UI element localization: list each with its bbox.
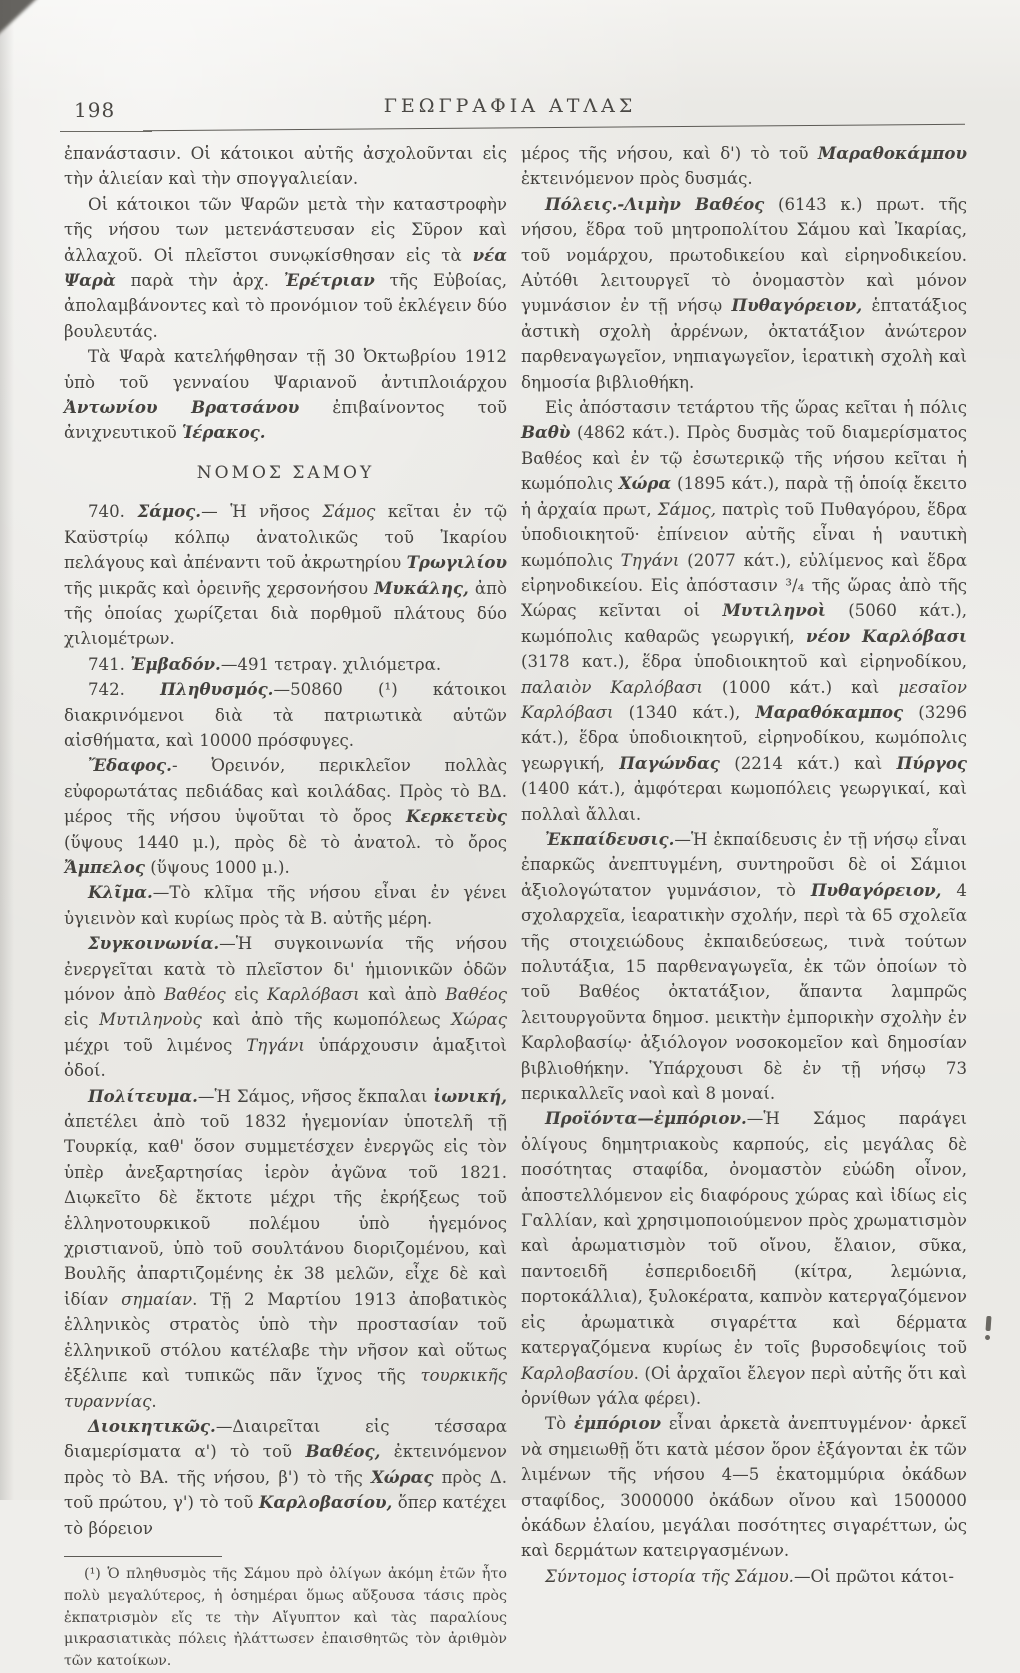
text-segment: Σάμος, (657, 499, 716, 519)
text-segment: καὶ ἀπὸ τῆς κωμοπόλεως (201, 1010, 452, 1030)
text-segment: (5060 κάτ.), κωμόπολις καθαρῶς γεωργική, (521, 601, 967, 646)
text-segment: Οἱ κάτοικοι τῶν Ψαρῶν μετὰ τὴν καταστροφὴν τῆς νήσου των μετενάστευσαν εἰς Σῦρον καὶ ἀλλαχοῦ. Οἱ πλεῖστοι συνῳκίσθησαν εἰς τὰ (64, 194, 507, 265)
text-segment: κεῖται ἐν τῷ Καϋστρίῳ κόλπῳ ἀνατολικῶς τοῦ Ἰκαρίου πελάγους καὶ ἀπέναντι τοῦ ἀκρωτηρίου (64, 502, 507, 573)
text-segment: —50860 (¹) κάτοικοι διακρινόμενοι διὰ τὰ πατριωτικὰ αὑτῶν αἰσθήματα, καὶ 10000 πρόσφυγες. (64, 680, 507, 750)
text-segment: Πληθυσμός. (160, 679, 274, 700)
text-segment: παλαιὸν Καρλόβασι (521, 677, 703, 697)
text-segment: Μυτιληνοὺς (99, 1010, 202, 1030)
text-segment: (ὕψους 1000 μ.). (144, 857, 290, 877)
ink-spot-artifact (985, 1316, 991, 1331)
text-segment: Παγώνδας (619, 752, 720, 773)
text-segment: ἐμπόριον (573, 1413, 662, 1434)
text-segment: Συγκοινωνία. (88, 933, 220, 954)
text-segment: εἶναι ἀρκετὰ ἀνεπτυγμένον· ἀρκεῖ νὰ σημειωθῇ ὅτι κατὰ μέσον ὅρον ἐξάγονται ἐκ τῶν λιμένων τῆς νήσου 4—5 ἑκατομμύρια ὀκάδων σταφίδος, 3000000 ὀκάδων οἴνου καὶ 1500000 ὀκάδων ἐλαίου, μεγάλαι ποσότητες σιγαρέττων, ὡς καὶ δερμάτων κατειργασμένων. (521, 1414, 967, 1561)
paragraph (521, 1564, 967, 1589)
paragraph (64, 652, 507, 677)
text-segment: Ἐρέτριαν (283, 270, 375, 291)
text-segment: Σάμος (322, 502, 376, 522)
footnote (64, 1564, 507, 1673)
text-segment: . (Οἱ ἀρχαῖοι ἔλεγον περὶ αὐτῆς ὅτι καὶ ὀρνίθων γάλα φέρει). (521, 1363, 967, 1408)
text-segment: Καρλόβασι (267, 985, 360, 1004)
paragraph (521, 1411, 967, 1563)
text-segment: Βαθὺ (521, 422, 571, 443)
text-segment: 740. (88, 502, 138, 522)
text-segment: Ἄμπελος (64, 856, 145, 877)
page-number-rule (60, 131, 152, 132)
text-segment: Πυθαγόρειον, (810, 879, 942, 900)
text-segment: Ἐκπαίδευσις. (545, 828, 675, 849)
text-segment: —Οἱ πρῶτοι κάτοι- (793, 1566, 954, 1586)
text-segment: Τηγάνι (246, 1035, 305, 1055)
text-segment: Εἰς ἀπόστασιν τετάρτου τῆς ὥρας κεῖται ἡ πόλις (545, 398, 967, 418)
text-segment: τῆς μικρᾶς καὶ ὀρεινῆς χερσονήσου (64, 578, 375, 598)
text-segment: ἐπιβαίνοντος τοῦ ἀνιχνευτικοῦ (64, 398, 507, 443)
text-segment: Χώρας (451, 1010, 508, 1030)
text-segment: μέρος τῆς νήσου, καὶ δ') τὸ τοῦ (521, 144, 818, 163)
text-segment: —Ἡ Σάμος παράγει ὀλίγους δημητριακοὺς καρπούς, εἰς μεγάλας δὲ ποσότητας σταφίδα, ὀνομαστὸν εὐώδη οἶνον, ἀποστελλόμενον εἰς διαφόρους χώρας καὶ ἰδίως εἰς Γαλλίαν, καὶ χρησιμοποιούμενον πρὸς χρωματισμὸν καὶ ἀρωματισμὸν τοῦ οἴνου, ἔλαιον, σῦκα, παντοειδῆ ἑσπεριδοειδῆ (κίτρα, λεμώνια, πορτοκάλλια), ξυλοκέρατα, καπνὸν κατεργαζόμενον εἰς ἀρωματικὰ σιγαρέττα καὶ δέρματα κατεργαζόμενα κυρίως ἐν τοῖς βυρσοδεψίοις τοῦ (521, 1109, 967, 1358)
page-number: 198 (74, 98, 116, 122)
paragraph (64, 677, 507, 753)
text-segment: (¹) Ὁ πληθυσμὸς τῆς Σάμου πρὸ ὀλίγων ἀκόμη ἐτῶν ἦτο πολὺ μεγαλύτερος, ἡ ὁσημέραι ὅμως αὔξουσα τάσις πρὸς ἐκπατρισμὸν εἴς τε τὴν Αἴγυπτον καὶ τὰς παραλίους μικρασιατικὰς πόλεις ἠλάττωσεν ἐπαισθητῶς τὸν ἀριθμὸν τῶν κατοίκων. (64, 1565, 507, 1670)
text-segment: (2214 κάτ.) καὶ (719, 753, 897, 773)
text-segment: Ἀντωνίου Βρατσάνου (64, 397, 300, 418)
text-segment: (1400 κάτ.), ἀμφότεραι κωμοπόλεις γεωργικαί, καὶ πολλαὶ ἄλλαι. (521, 779, 967, 824)
text-segment: Τὸ (545, 1414, 574, 1434)
paragraph (64, 344, 507, 446)
paragraph (64, 753, 507, 880)
paragraph (64, 880, 507, 931)
text-segment: 741. (88, 654, 131, 674)
text-segment: - Ὀρεινόν, περικλεῖον πολλὰς εὐφορωτάτας πεδιάδας καὶ κοιλάδας. Πρὸς τὸ ΒΔ. μέρος τῆς νήσου ὑψοῦται τὸ ὄρος (64, 756, 507, 827)
text-segment: (6143 κ.) πρωτ. τῆς νήσου, ἕδρα τοῦ μητροπολίτου Σάμου καὶ Ἰκαρίας, τοῦ νομάρχου, πρωτοδικείου καὶ εἰρηνοδικείου. Αὐτόθι λειτουργεῖ τὸ ὀνομαστὸν καὶ μόνον γυμνάσιον ἐν τῇ νήσῳ (521, 194, 968, 316)
text-segment: —Διαιρεῖται εἰς τέσσαρα διαμερίσματα α') τὸ τοῦ (64, 1416, 507, 1462)
text-segment: (3178 κατ.), ἕδρα ὑποδιοικητοῦ καὶ εἰρηνοδίκου, (521, 652, 967, 672)
paragraph (521, 827, 967, 1106)
text-segment: ἐκτεινόμενον πρὸς δυσμάς. (521, 169, 753, 189)
right-text-column (521, 141, 967, 1589)
text-segment: Καρλοβασίου, (258, 1492, 393, 1513)
text-segment: —Ἡ ἐκπαίδευσις ἐν τῇ νήσῳ εἶναι ἐπαρκῶς ἀνεπτυγμένη, συντηροῦσι δὲ οἱ Σάμιοι ἀξιολογώτατον γυμνάσιον, τὸ (521, 829, 967, 900)
text-segment: τῆς Εὐβοίας, ἀπολαμβάνοντες καὶ τὸ προνόμιον τοῦ ἐκλέγειν δύο βουλευτάς. (64, 271, 508, 341)
text-segment: νέα Ψαρὰ (64, 244, 507, 291)
text-segment: Ἱέρακος. (182, 422, 266, 443)
text-segment: τουρκικῆς τυραννίας (64, 1366, 507, 1411)
text-segment: Ἔδαφος. (88, 755, 172, 776)
text-segment: Κλῖμα. (88, 882, 153, 903)
text-segment: Μαραθόκαμπος (755, 701, 904, 722)
paragraph (64, 1414, 507, 1541)
text-segment: 742. (88, 680, 161, 700)
text-segment: ἑπτατάξιος ἀστικὴ σχολὴ ἀρρένων, ὀκτατάξιον ἀνώτερον παρθεναγωγεῖον, νηπιαγωγεῖον, ἱερατικὴ σχολὴ καὶ δημοσία βιβλιοθήκη. (521, 296, 967, 392)
text-segment: (ὕψους 1440 μ.), πρὸς δὲ τὸ ἀνατολ. τὸ ὄρος (64, 832, 507, 852)
footnote-rule (64, 1556, 222, 1557)
text-segment: Τὰ Ψαρὰ κατελήφθησαν τῇ 30 Ὀκτωβρίου 1912 ὑπὸ τοῦ γενναίου Ψαριανοῦ ἀντιπλοιάρχου (64, 347, 507, 392)
text-segment: πατρὶς τοῦ Πυθαγόρου, ἕδρα ὑποδιοικητοῦ· ἐπίνειον αὐτῆς εἶναι ἡ ναυτικὴ κωμόπολις (521, 499, 967, 570)
text-segment: Τηγάνι (620, 550, 680, 570)
paragraph (64, 192, 507, 344)
running-header-title: ΓΕΩΓΡΑΦΙΑ ΑΤΛΑΣ (383, 95, 637, 117)
text-segment: Χώρας (370, 1466, 434, 1487)
text-segment: Μαραθοκάμπου (817, 143, 967, 163)
text-segment: Βαθέος (445, 985, 507, 1004)
paragraph (64, 499, 507, 651)
scan-edge-shadow (0, 0, 14, 1500)
text-segment: Πόλεις.-Λιμὴν Βαθέος (545, 193, 765, 214)
text-segment: Προϊόντα—ἐμπόριον. (545, 1108, 747, 1129)
text-segment: Σάμος. (137, 501, 202, 522)
text-segment: Χώρα (618, 473, 672, 494)
text-segment: Πύργος (896, 752, 967, 773)
text-segment: ἀπὸ τῆς ὁποίας χωρίζεται διὰ πορθμοῦ πλάτους δύο χιλιομέτρων. (64, 578, 507, 649)
text-segment: — Ἡ νῆσος (201, 502, 323, 522)
text-segment: (1000 κάτ.) καὶ (702, 677, 899, 697)
text-segment: ὑπάρχουσιν ἁμαξιτοὶ ὁδοί. (64, 1035, 508, 1081)
text-segment: πρὸς Δ. τοῦ πρώτου, γ') τὸ τοῦ (64, 1467, 507, 1513)
text-segment: (4862 κάτ.). Πρὸς δυσμὰς τοῦ διαμερίσματος Βαθέος καὶ ἐν τῷ ἐσωτερικῷ τῆς νήσου κεῖται ἡ κωμόπολις (521, 423, 967, 494)
paragraph (64, 141, 507, 192)
text-segment: Πολίτευμα. (88, 1085, 198, 1106)
text-segment: παρὰ τὴν ἀρχ. (115, 271, 284, 291)
text-segment: Σύντομος ἱστορία τῆς Σάμου. (545, 1566, 794, 1586)
text-segment: —Ἡ συγκοινωνία τῆς νήσου ἐνεργεῖται κατὰ τὸ πλεῖστον δι' ἡμιονικῶν ὁδῶν μόνον ἀπὸ (64, 934, 507, 1004)
text-segment: Ἐμβαδόν. (130, 653, 221, 674)
left-text-column (64, 141, 507, 1673)
text-segment: . Τῇ 2 Μαρτίου 1913 ἀποβατικὸς ἑλληνικὸς στρατὸς ὑπὸ τὴν προστασίαν τοῦ ἑλληνικοῦ στόλου κατέλαβε τὴν νῆσον καὶ οὕτως ἐξέλιπε καὶ τυπικῶς πᾶν ἴχνος τῆς (64, 1289, 508, 1386)
header-rule (143, 124, 965, 131)
text-segment: Κερκετεὺς (406, 806, 507, 827)
text-segment: (2077 κάτ.), εὐλίμενος καὶ ἕδρα εἰρηνοδικείου. Εἰς ἀπόστασιν ³/₄ τῆς ὥρας ἀπὸ τῆς Χώρας κεῖνται οἱ (521, 550, 967, 621)
text-segment: Τρωγιλίου (406, 552, 507, 573)
text-segment: (1895 κάτ.), παρὰ τῇ ὁποίᾳ ἔκειτο ἡ ἀρχαία πρωτ, (521, 474, 967, 519)
text-segment: εἰς (64, 1010, 100, 1030)
text-segment: (1340 κάτ.), (613, 702, 756, 722)
text-segment: ἰωνική, (433, 1085, 507, 1106)
text-segment: μέχρι τοῦ λιμένος (64, 1035, 247, 1055)
text-segment: καὶ ἀπὸ (359, 985, 446, 1004)
text-segment: Διοικητικῶς. (88, 1415, 216, 1436)
paragraph (521, 141, 967, 192)
text-segment: σημαίαν (121, 1289, 193, 1309)
text-segment: Βαθέος, (305, 1441, 381, 1462)
section-heading: ΝΟΜΟΣ ΣΑΜΟΥ (196, 462, 375, 483)
text-segment: —Τὸ κλῖμα τῆς νήσου εἶναι ἐν γένει ὑγιεινὸν καὶ κυρίως πρὸς τὰ Β. αὐτῆς μέρη. (64, 883, 507, 928)
paragraph (521, 1106, 967, 1411)
text-segment: —Ἡ Σάμος, νῆσος ἔκπαλαι (197, 1086, 434, 1106)
text-segment: Πυθαγόρειον, (731, 295, 863, 316)
text-segment: (3296 κάτ.), ἕδρα ὑποδιοικητοῦ, εἰρηνοδίκου, κωμόπολις γεωργική, (521, 702, 967, 773)
text-segment: εἰς (225, 985, 268, 1004)
text-segment: Βαθέος (164, 985, 226, 1004)
paragraph (521, 395, 967, 827)
paragraph (64, 1084, 507, 1414)
paragraph (64, 931, 507, 1083)
text-segment: —491 τετραγ. χιλιόμετρα. (220, 654, 442, 674)
text-segment: νέον Καρλόβασι (806, 625, 967, 646)
text-segment: Μυτιληνοὶ (722, 600, 826, 621)
text-segment: Καρλοβασίου (521, 1363, 634, 1383)
text-segment: . (151, 1391, 157, 1411)
paragraph (521, 192, 967, 395)
text-segment: ἀπετέλει ἀπὸ τοῦ 1832 ἡγεμονίαν ὑποτελῆ τῇ Τουρκίᾳ, καθ' ὅσον συμμετέσχεν ἐνεργῶς εἰς τὸν ὑπὲρ ἀνεξαρτησίας ἱερὸν ἀγῶνα τοῦ 1821. Διῳκεῖτο δὲ ἔκτοτε μέχρι τῆς ἐκρήξεως τοῦ ἑλληνοτουρκικοῦ πολέμου ὑπὸ ἡγεμόνος χριστιανοῦ, ὑπὸ τοῦ σουλτάνου διοριζομένου, καὶ Βουλῆς ἀπαρτιζομένης ἐκ 38 μελῶν, εἶχε δὲ καὶ ἰδίαν (64, 1112, 507, 1309)
text-segment: ὅπερ κατέχει τὸ βόρειον (64, 1493, 507, 1538)
text-segment: μεσαῖον Καρλόβασι (521, 677, 967, 722)
text-segment: ἐκτεινόμενον πρὸς τὸ ΒΑ. τῆς νήσου, β') τὸ τῆς (64, 1442, 507, 1487)
text-segment: 4 σχολαρχεῖα, ἱεαρατικὴν σχολήν, περὶ τὰ 65 σχολεῖα τῆς στοιχειώδους ἐκπαιδεύσεως, τινὰ τούτων πολυτάξια, 15 παρθεναγωγεῖα, ἐκ τῶν ὁποίων τὸ τοῦ Βαθέος ὀκτατάξιον, ἅπαντα λαμπρῶς λειτουργοῦντα δημοσ. μεικτὴν ἐμπορικὴν σχολὴν ἐν Καρλοβασίῳ· ἀξιόλογον νοσοκομεῖον καὶ δημοσίαν βιβλιοθήκην. Ὑπάρχουσι δὲ ἐν τῇ νήσῳ 73 περικαλλεῖς ναοὶ καὶ 8 μοναί. (521, 880, 967, 1104)
text-segment: Μυκάλης, (374, 577, 469, 598)
text-segment: ἐπανάστασιν. Οἱ κάτοικοι αὐτῆς ἀσχολοῦνται εἰς τὴν ἁλιείαν καὶ τὴν σπογγαλιείαν. (64, 144, 507, 189)
